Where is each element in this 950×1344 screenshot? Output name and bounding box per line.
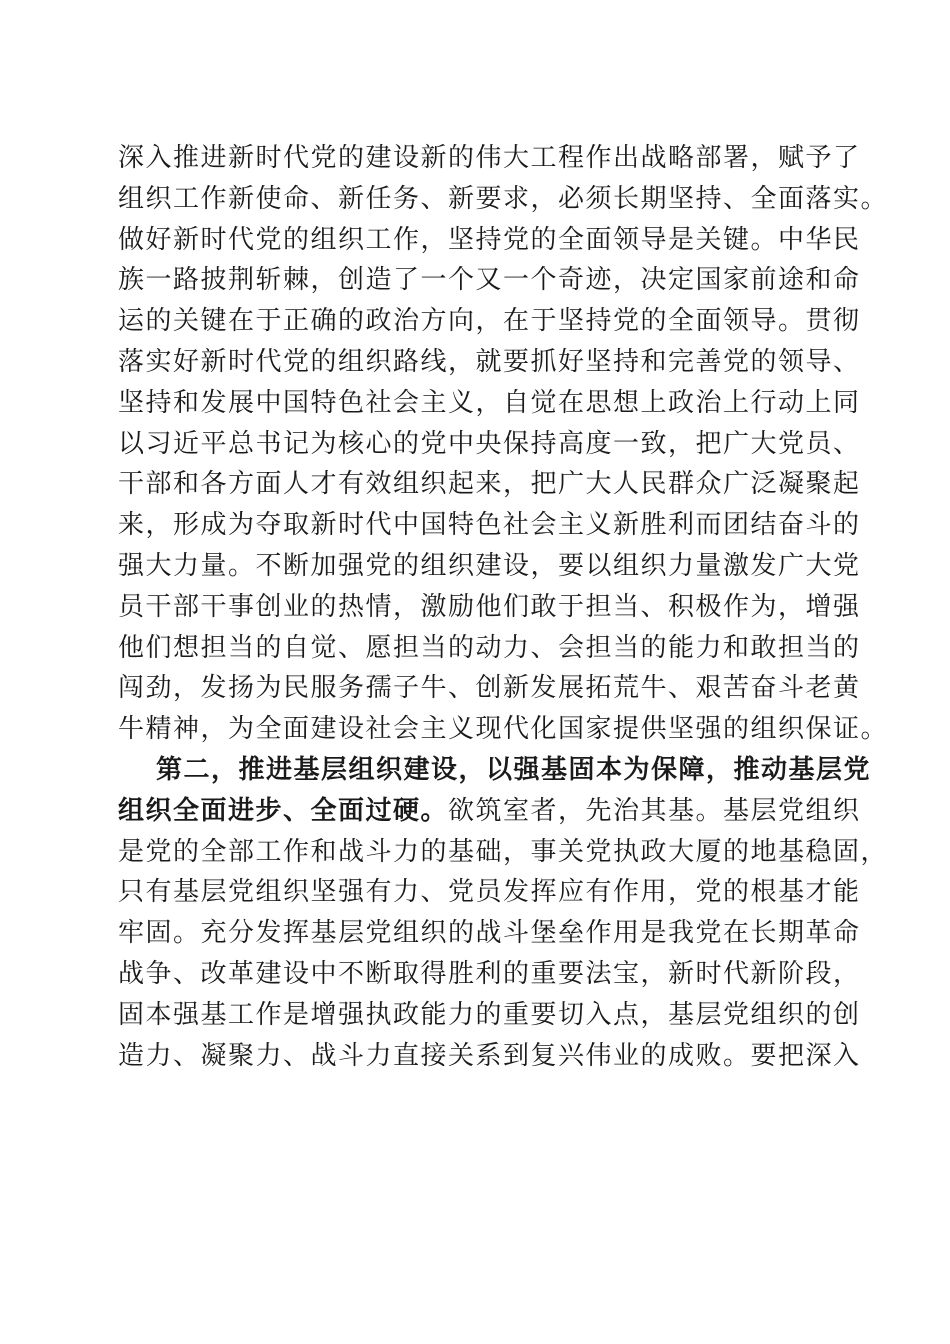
text-line: 只有基层党组织坚强有力、党员发挥应有作用，党的根基才能: [118, 877, 861, 908]
text-line: 以习近平总书记为核心的党中央保持高度一致，把广大党员、: [118, 428, 861, 459]
text-line: 来，形成为夺取新时代中国特色社会主义新胜利而团结奋斗的: [118, 510, 861, 541]
text-line: 员干部干事创业的热情，激励他们敢于担当、积极作为，增强: [118, 591, 861, 622]
paragraph-2: [118, 750, 889, 1076]
text-line: 组织工作新使命、新任务、新要求，必须长期坚持、全面落实。: [118, 183, 889, 214]
section-heading-end: 组织全面进步、全面过硬。: [118, 795, 449, 826]
text-line: 干部和各方面人才有效组织起来，把广大人民群众广泛凝聚起: [118, 469, 861, 500]
document-body: [118, 138, 889, 1076]
paragraph-1: [118, 138, 889, 750]
section-heading-line: 第二，推进基层组织建设，以强基固本为保障，推动基层党: [156, 754, 872, 785]
text-segment: 欲筑室者，先治其基。基层党组织: [448, 795, 861, 826]
text-line: 是党的全部工作和战斗力的基础，事关党执政大厦的地基稳固，: [118, 836, 889, 867]
text-line: 族一路披荆斩棘，创造了一个又一个奇迹，决定国家前途和命: [118, 265, 861, 296]
text-line: 做好新时代党的组织工作，坚持党的全面领导是关键。中华民: [118, 224, 861, 255]
text-line: 强大力量。不断加强党的组织建设，要以组织力量激发广大党: [118, 550, 861, 581]
text-line: 牢固。充分发挥基层党组织的战斗堡垒作用是我党在长期革命: [118, 918, 861, 949]
text-line: 牛精神，为全面建设社会主义现代化国家提供坚强的组织保证。: [118, 714, 889, 745]
text-line: 造力、凝聚力、战斗力直接关系到复兴伟业的成败。要把深入: [118, 1040, 861, 1071]
text-line: 他们想担当的自觉、愿担当的动力、会担当的能力和敢担当的: [118, 632, 861, 663]
text-line: 战争、改革建设中不断取得胜利的重要法宝，新时代新阶段，: [118, 958, 861, 989]
text-line: 落实好新时代党的组织路线，就要抓好坚持和完善党的领导、: [118, 346, 861, 377]
text-line: 运的关键在于正确的政治方向，在于坚持党的全面领导。贯彻: [118, 306, 861, 337]
text-line: 坚持和发展中国特色社会主义，自觉在思想上政治上行动上同: [118, 387, 861, 418]
text-line: 深入推进新时代党的建设新的伟大工程作出战略部署，赋予了: [118, 143, 861, 173]
text-line: 固本强基工作是增强执政能力的重要切入点，基层党组织的创: [118, 999, 861, 1030]
text-line: [118, 791, 861, 832]
text-line: 闯劲，发扬为民服务孺子牛、创新发展拓荒牛、艰苦奋斗老黄: [118, 673, 861, 704]
